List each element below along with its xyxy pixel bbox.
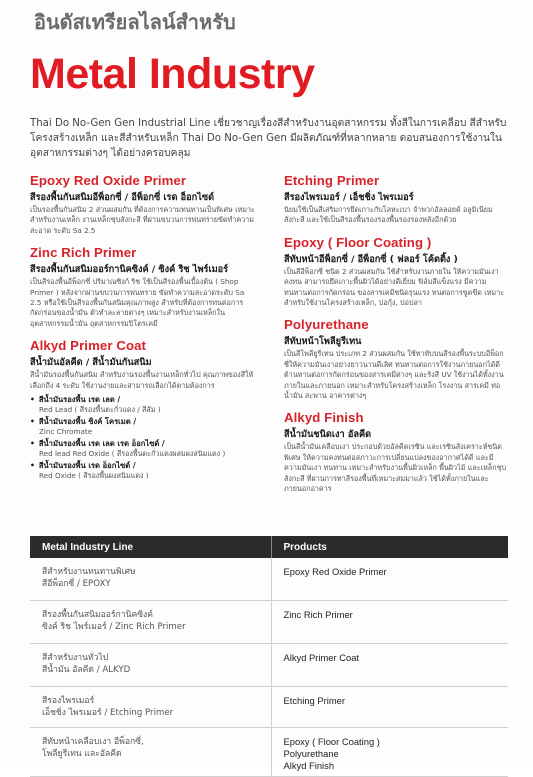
column-header-products: Products (271, 536, 508, 558)
table-cell-products: Epoxy Red Oxide Primer (271, 558, 508, 601)
product-section-alkyd-primer (30, 337, 256, 481)
section-subtitle: สีรองไพรเมอร์ / เอ็ชชิ่ง ไพรเมอร์ (284, 192, 414, 203)
product-section-epoxy-red-oxide (30, 172, 256, 236)
variant-name: • สีน้ำมันรองพื้น เรด อ็อกไซด์ / (30, 460, 256, 471)
table-cell-line: สีรองพื้นกันสนิมออร์กานิคซิงค์ ซิงค์ ริช ไพร์เมอร์ / Zinc Rich Primer (30, 601, 271, 644)
section-description: เป็นสีน้ำมันเคลือบเงา ประกอบด้วยอัลคีดเรซิน และเรซินสังเคราะห์ชนิดพิเศษ ให้ความคงทนต่อสภาวะการเปลี่ยนแปลงของอากาศได้ดี และมีความมันเงา ทนทาน เหมาะสำหรับงานพื้นผิวเหล็ก พื้นผิวไม้ และเหล็กชุบสังกะสี ที่ผ่านการทาสีรองพื้นที่เหมาะสมมาแล้ว ใช้ได้ทั้งภายในและภายนอกอาคาร (284, 442, 507, 494)
variant-detail: Red Oxide ( สีรองพื้นผงสนิมแดง ) (39, 471, 149, 481)
section-description: เป็นสีอีพ็อกซี่ ชนิด 2 ส่วนผสมกัน ใช้สำหรับงานภายใน ให้ความมันเงา คงทน สามารถยึดเกาะพื้นผิวได้อย่างดีเยี่ยม ฟิล์มสีแข็งแรง มีความทนทานต่อการกัดกร่อน ของสารเคมีชนิดรุนแรง ทนต่อการขูดขีด เหมาะสำหรับใช้งานโครงสร้างเหล็ก, บ่อกุ้ง, บ่อปลา (284, 266, 505, 308)
intro-paragraph: Thai Do No-Gen Gen Industrial Line เชี่ยวชาญเรื่องสีสำหรับงานอุตสาหกรรม ทั้งสีในการเคลือบ สีสำหรับโครงสร้างเหล็ก และสีสำหรับเหล็ก Thai Do No-Gen Gen มีผลิตภัณฑ์ที่หลากหลาย ตอบสนองการใช้งานในอุตสาหกรรมต่างๆ ได้อย่างครอบคลุม (30, 118, 507, 159)
variant-name: • สีน้ำมันรองพื้น เรด เลด / (30, 394, 256, 405)
table-row (30, 644, 508, 687)
section-title: Alkyd Finish (284, 410, 364, 426)
variant-list (30, 394, 256, 481)
table-row (30, 687, 508, 728)
variant-detail: Zinc Chromate (39, 427, 93, 437)
table-cell-products: Alkyd Primer Coat (271, 644, 508, 687)
section-subtitle: สีทับหน้าอีพ็อกซี่ / อีพ็อกซี่ ( ฟลอร์ โค้ตติ้ง ) (284, 253, 458, 265)
section-title: Polyurethane (284, 317, 369, 333)
page-title: Metal Industry (30, 50, 315, 98)
section-subtitle: สีทับหน้าโพลียูรีเทน (284, 336, 362, 348)
variant-detail: Red lead Red Oxide ( สีรองพื้นตะกั่วแดงผสมผงสนิมแดง ) (39, 449, 226, 459)
list-item (30, 438, 256, 459)
product-section-etching (284, 172, 508, 226)
table-cell-line: สีสำหรับงานทนทานพิเศษ สีอีพ็อกซี่ / EPOXY (30, 558, 271, 601)
section-subtitle: สีรองพื้นกันสนิมออร์กานิคซิงค์ / ซิงค์ ริช ไพร์เมอร์ (30, 264, 229, 276)
column-header-line: Metal Industry Line (30, 536, 271, 558)
variant-name: • สีน้ำมันรองพื้น เรด เลด เรด อ็อกไซด์ / (30, 438, 256, 449)
section-description: สีน้ำมันรองพื้นกันสนิม สำหรับงานรองพื้นงานเหล็กทั่วไป คุณภาพของสีให้ เลือกถึง 4 ระดับ ใช้งานง่ายและสามารถเลือกได้ตามต้องการ (30, 370, 254, 390)
section-description: เป็นสีรองพื้นอีพ็อกซี่ ปริมาณซิงก์ ริช ใช้เป็นสีรองพื้นเบื้องต้น ( Shop Primer ) หลังจากผ่านขบวนการพ่นทราย ขัดทำความสะอาดระดับ Sa 2.5 หรือใช้เป็นสีรองพื้นกันสนิมคุณภาพสูง สำหรับที่ต้องการทนต่อการกัดกร่อนของน้ำมัน ตัวทำละลายต่างๆ เหมาะสำหรับงานเหล็กในอุตสาหกรรมน้ำมัน อุตสาหกรรมปิโตรเคมี (30, 277, 245, 328)
product-section-polyurethane (284, 316, 508, 401)
table-cell-products: Etching Primer (271, 687, 508, 728)
list-item (30, 416, 256, 437)
table-row (30, 601, 508, 644)
table-cell-line: สีรองไพรเมอร์ เอ็ชชิ่ง ไพรเมอร์ / Etching Primer (30, 687, 271, 728)
section-title: Epoxy Red Oxide Primer (30, 173, 187, 188)
section-title: Alkyd Primer Coat (30, 338, 147, 354)
table-row (30, 728, 508, 777)
table-header-row (30, 536, 508, 558)
section-description: นิยมใช้เป็นสีเสริมการยึดเกาะกับโลหะเบา จำพวกอัลลอยด์ อลูมิเนียม สังกะสี และใช้เป็นสีรองพื้นรองรองพื้นรองรองหลังอีกด้วย (284, 205, 493, 225)
left-column (30, 172, 256, 489)
table-row (30, 558, 508, 601)
product-line-table (30, 536, 508, 777)
section-description: เป็นรองพื้นกันสนิม 2 ส่วนผสมกัน ที่ต้องการความทนทานเป็นพิเศษ เหมาะสำหรับงานเหล็ก งานเหล็กชุบสังกะสี ที่ผ่านขบวนการพ่นทรายขัดทำความสะอาด ระดับ Sa 2.5 (30, 205, 255, 235)
product-section-alkyd-finish (284, 409, 508, 494)
table-cell-line: สีทับหน้าเคลือบเงา อีพ็อกซี่, โพลียูรีเทน และอัลคีด (30, 728, 271, 777)
list-item (30, 460, 256, 481)
variant-name: • สีน้ำมันรองพื้น ซิงค์ โครเมต / (30, 416, 256, 427)
table-cell-products: Zinc Rich Primer (271, 601, 508, 644)
section-title: Etching Primer (284, 173, 380, 188)
thai-heading: อินดัสเทรียลไลน์สำหรับ (34, 10, 236, 34)
product-section-zinc-rich (30, 244, 256, 329)
section-subtitle: สีรองพื้นกันสนิมอีพ็อกซี่ / อีพ็อกซี่ เรด อ็อกไซด์ (30, 192, 215, 203)
right-column (284, 172, 508, 503)
table-cell-line: สีสำหรับงานทั่วไป สีน้ำมัน อัลคีด / ALKYD (30, 644, 271, 687)
product-section-floor-coating (284, 234, 508, 309)
section-subtitle: สีน้ำมันอัลคีด / สีน้ำมันกันสนิม (30, 357, 152, 369)
section-title: Zinc Rich Primer (30, 245, 137, 261)
section-subtitle: สีน้ำมันชนิดเงา อัลคีด (284, 429, 372, 441)
table-cell-products: Epoxy ( Floor Coating ) Polyurethane Alkyd Finish (271, 728, 508, 777)
list-item (30, 394, 256, 415)
variant-detail: Red Lead ( สีรองพื้นตะกั่วแดง / สีส้ม ) (39, 405, 161, 415)
section-title: Epoxy ( Floor Coating ) (284, 234, 432, 250)
section-description: เป็นสีโพลียูรีเทน ประเภท 2 ส่วนผสมกัน ใช้ทาทับบนสีรองพื้นระบบอีพ็อกซี่ให้ความมันเงาอย่างยาวนานดีเลิศ ทนทานต่อการใช้งานภายนอกได้ดี ต้านทานต่อการกัดกร่อนของสารเคมีต่างๆ และรังสี UV ใช้งานได้ทั้งงานภายในและภายนอก เหมาะสำหรับโครงสร้างเหล็ก โรงงาน สารเคมี ท่อน้ำมัน สะพาน อาคารต่างๆ (284, 349, 504, 401)
